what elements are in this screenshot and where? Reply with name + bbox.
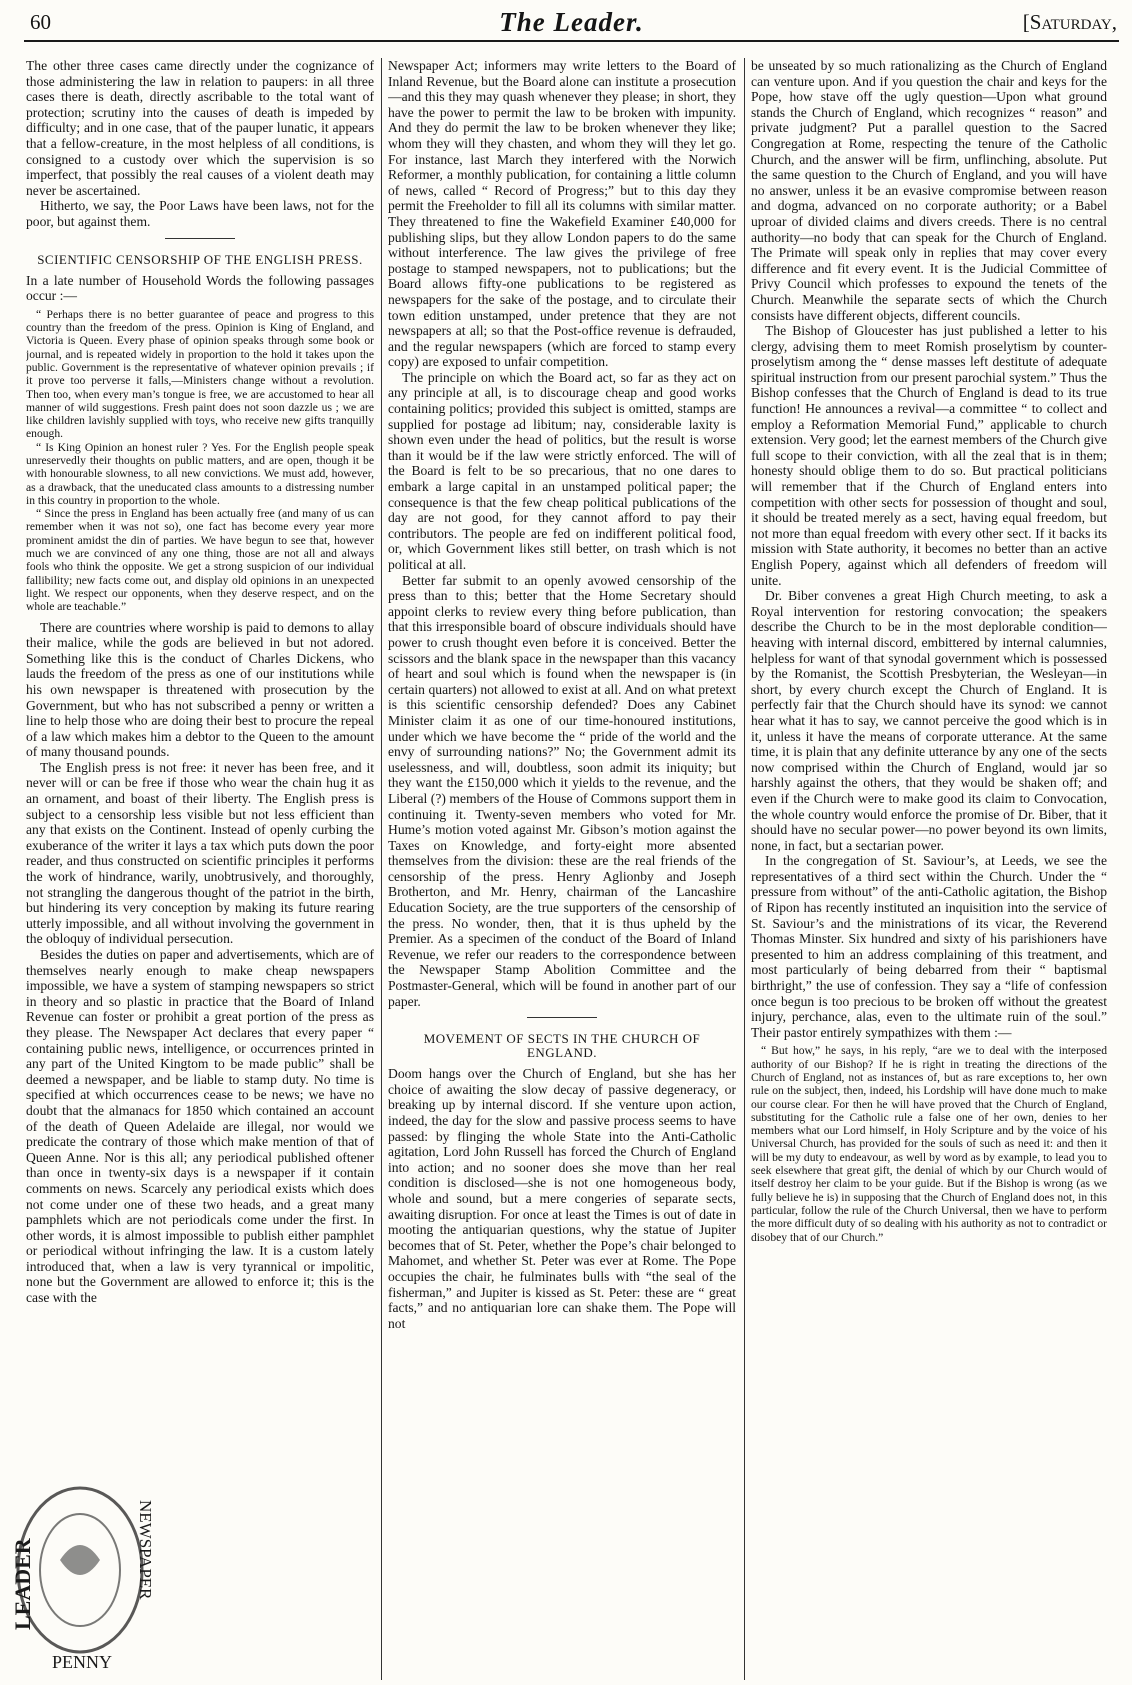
newspaper-stamp-seal — [0, 1440, 160, 1680]
masthead-title: The Leader. — [499, 7, 644, 37]
paragraph: There are countries where worship is paid to demons to allay their malice, while the gods are believed in but not adored. Something like this is the conduct of Charles Dickens, who lauds the freedom of the press as one of our institutions while his own newspaper is threatened with prosecution by the Government, but who has not subscribed a penny or written a line to help those who are doing their best to procure the repeal of a law which makes him a debtor to the Queen to the amount of many thousand pounds. — [26, 619, 374, 760]
stamp-side-text: NEWSPAPER — [136, 1500, 155, 1600]
stamp-top-text: LEADER — [10, 1538, 35, 1630]
paragraph: In the congregation of St. Saviour’s, at Leeds, we see the representatives of a third sect within the Church. Under the “ pressure from without” of the anti-Catholic agitation, the Bishop of Ripon has recently instituted an inquisition into the service of St. Saviour’s and the ministrations of its vicar, the Reverend Thomas Minster. Six hundred and sixty of his parishioners have presented to him an address complaining of this treatment, and most particularly of being debarred from their “ baptismal birthright,” the use of confession. They say a “life of confession once begun is too precious to be broken off without the greatest injury, perchance, alas, even to the ultimate ruin of the soul.” Their pastor entirely sympathizes with them :— — [751, 853, 1107, 1040]
paragraph: The Bishop of Gloucester has just published a letter to his clergy, advising them to meet Romish proselytism by counter-proselytism among the “ dense masses left destitute of adequate spiritual instruction from our present parochial system.” Thus the Bishop confesses that the Church of England is dead to its true function! He announces a revival—a committee “ to collect and employ a Reformation Memorial Fund,” applicable to church extension. Very good; let the earnest members of the Church give full scope to their conviction, with all the zeal that is in them; honesty should oblige them to do so. But practical politicians will remember that if the Church of England enters into competition with other sects for possession of thought and soul, it should be treated merely as a sect, having equal freedom, but not more than equal freedom with every other sect. If it backs its mission with State authority, it becomes no better than an active English Popery, against which all defenders of freedom will unite. — [751, 323, 1107, 588]
column-2 — [388, 58, 736, 1678]
column-rule — [381, 58, 382, 1680]
block-quote — [26, 308, 374, 614]
section-divider — [165, 238, 235, 239]
paragraph: Dr. Biber convenes a great High Church meeting, to ask a Royal intervention for restoring convocation; the speakers describe the Church to be in the most deplorable condition—heaving with internal discord, embittered by internal calumnies, helpless for want of that synodal government which is possessed by the Romanist, the Scottish Presbyterian, the Wesleyan—in short, by every church except the Church of England. It is perfectly fair that the Church should have its synod: we cannot hear what it has to say, we cannot perceive the good which is in it, unless it have the means of corporate utterance. At the same time, it is plain that any definite utterance by any one of the sects now comprised within the Church of England, would jar so harshly against the others, that they would be shaken off; and even if the Church were to make good its claim to Convocation, the whole country would enforce the promise of Dr. Biber, that it should have no secular power—no power beyond its own limits, none, in fact, but a sectarian power. — [751, 588, 1107, 853]
article-heading: MOVEMENT OF SECTS IN THE CHURCH OF ENGLAND. — [423, 1031, 701, 1061]
quote-paragraph: “ Perhaps there is no better guarantee of peace and progress to this country than the freedom of the press. Opinion is King of England, and Victoria is Queen. Every phase of opinion speaks through some book or journal, and is repeated widely in proportion to the hold it takes upon the public. Government is the representative of whatever opinion prevails ; if it prove too perverse it falls,—Ministers change without a revolution. Then too, when every man’s tongue is free, we are accustomed to hear all manner of wild suggestions. Fresh paint does not soon dazzle us ; we are like children lavishly supplied with toys, who receive new gifts tranquilly enough. — [26, 307, 374, 441]
paragraph: Hitherto, we say, the Poor Laws have been laws, not for the poor, but against them. — [26, 198, 374, 229]
stamp-bottom-text: PENNY — [52, 1652, 113, 1672]
column-rule — [744, 58, 745, 1680]
paragraph: Better far submit to an openly avowed censorship of the press than to this; better that the Home Secretary should appoint clerks to review every thing before publication, than that this irresponsible board of obscure individuals should have power to crush thought even before it is conceived. Better the scissors and the blank space in the newspaper than this vacancy of heart and soul which is found when the newspaper is (in certain quarters) not allowed to exist at all. And on what pretext is this scientific censorship defended? Does any Cabinet Minister claim it as one of our time-honoured institutions, under which we have become the “ pride of the world and the envy of surrounding nations?” No; the Government admit its uselessness, and will, doubtless, soon admit its iniquity; but they want the £150,000 which it yields to the revenue, and the Liberal (?) members of the House of Commons support them in continuing it. Twenty-seven members who voted for Mr. Hume’s motion voted against Mr. Gibson’s motion against the Taxes on Knowledge, and forty-eight more absented themselves from the division: these are the real friends of the censorship of the press. Henry Aglionby and Joseph Brotherton, and Mr. Henry, chairman of the Lancashire Education Society, are the true supporters of the censorship of the press. No wonder, then, that it is thus upheld by the Premier. As a specimen of the conduct of the Board of Inland Revenue, we refer our readers to the correspondence between the Newspaper Stamp Abolition Committee and the Postmaster-General, which will be found in another part of our paper. — [388, 572, 736, 1009]
paragraph: In a late number of Household Words the following passages occur :— — [26, 272, 374, 304]
quote-paragraph: “ Is King Opinion an honest ruler ? Yes. For the English people speak unreservedly their thoughts on public matters, and are open, though it be with honourable slowness, to all new convictions. We must add, however, as a drawback, that the uneducated class amounts to a distressing number in this country in proportion to the whole. — [26, 440, 374, 507]
paragraph: be unseated by so much rationalizing as the Church of England can venture upon. And if you question the chair and keys for the Pope, how stave off the ugly question—Upon what ground stands the Church of England, which recognizes “ reason” and private judgment? Put a parallel question to the Sacred Congregation at Rome, respecting the tenure of the Catholic Church, and the answer will be firm, unflinching, absolute. Put the same question to the Church of England, and you will have no answer, unless it be an evasive compromise between reason and dogma, advanced on no corporate authority; or a Babel uproar of divided claims and divers creeds. There is no central authority—no body that can speak for the Church of England. The Primate will speak only in replies that may cover every difference and fit every event. It is the Judicial Committee of Privy Council which professes to expound the tenets of the Church. Meanwhile the separate sects of which the Church consists have different objects, different councils. — [751, 58, 1107, 323]
column-3 — [751, 58, 1107, 1678]
block-quote — [751, 1044, 1107, 1243]
page-header — [24, 8, 1119, 42]
quote-paragraph: “ But how,” he says, in his reply, “are we to deal with the interposed authority of our Bishop? If he is right in treating the directions of the Church of England, not as instances of, but as rare exceptions to, her own rule on the subject, then, indeed, his Lordship will have done much to make our course clear. For then he will have proved that the Church of England, substituting for the Catholic rule a false one of her own, denies to her members what our Lord himself, in Holy Scripture and by the voice of his Universal Church, has provided for the souls of such as need it: and then it will be my duty to endeavour, as well by word as by example, to lead you to seek elsewhere that great gift, the denial of which by our Church would of itself destroy her claim to be your guide. But if the Bishop is wrong (as we fully believe he is) in supposing that the Church of England does not, in this particular, follow the rule of the Church Universal, then we have to perform the more difficult duty of so dealing with his authority as not to contradict or disobey that of our Church.” — [751, 1044, 1107, 1244]
column-1 — [26, 58, 374, 1678]
paragraph: The other three cases came directly under the cognizance of those administering the law in relation to paupers: in all three cases there is death, directly ascribable to the total want of protection; scrutiny into the causes of death is impeded by difficulty; and in one case, that of the pauper lunatic, it appears that a fellow-creature, in the most helpless of all conditions, is consigned to a custody over which the supervision is so imperfect, that possibly the real causes of a violent death may never be ascertained. — [26, 58, 374, 198]
paragraph: Doom hangs over the Church of England, but she has her choice of awaiting the slow decay of passive degeneracy, or breaking up by internal discord. If she venture upon action, indeed, the day for the slow and passive process seems to have passed: by flinging the whole State into the Anti-Catholic agitation, Lord John Russell has forced the Church of England into action; and no sooner does she move than her real condition is disclosed—she is not one homogeneous body, whole and sound, but a mere congeries of separate sects, awaiting disruption. For once at least the Times is out of date in mooting the antiquarian questions, why the statue of Jupiter becomes that of St. Peter, whether the Pope’s chair belonged to Mahomet, and whether St. Peter was ever at Rome. The Pope occupies the chair, he fulminates bulls with “the seal of the fisherman,” and Jupiter is kissed as St. Peter: these are “ great facts,” and no antiquarian lore can shake them. The Pope will not — [388, 1066, 736, 1331]
issue-day: [Saturday, — [1022, 10, 1117, 34]
paragraph: Besides the duties on paper and advertisements, which are of themselves nearly enough to make cheap newspapers impossible, we have a system of stamping newspapers so strict in theory and so plastic in practice that the Board of Inland Revenue can foster or prohibit a great portion of the press as they please. The Newspaper Act declares that every paper “ containing public news, intelligence, or occurrences printed in any part of the United Kingtom to be made public” shall be deemed a newspaper, and be liable to stamp duty. No time is specified at which occurrences cease to be news; we have no doubt that the almanacs for 1850 which contained an account of the death of Queen Adelaide are illegal, nor would we predicate the contrary of those which make mention of that of Queen Anne. Nor is this all; any periodical published oftener than once in twenty-six days is a newspaper if it contain comments on news. Scarcely any periodical exists which does not come under one of these two heads, and a great many pamphlets which are not periodicals come under the first. In other words, it is almost impossible to publish either pamphlet or periodical without infringing the law. It is a custom lately introduced that, when a law is very tyrannical or impolitic, none but the Government are allowed to enforce it; this is the case with the — [26, 947, 374, 1306]
page-number: 60 — [30, 10, 51, 34]
paragraph: The principle on which the Board act, so far as they act on any principle at all, is to discourage cheap and good works containing politics; provided this subject is omitted, stamps are supplied for postage ad libitum; nay, considerable laxity is shown even under the head of politics, but the result is worse than it would be if the law were strictly enforced. The will of the Board is felt to be so precarious, that no one dares to embark a large capital in an unstamped political paper; the consequence is that the few cheap political publications of the day are not good, for they cannot afford to pay their contributors. The people are fed on indifferent political food, or, which Government likes still better, on trash which is not political at all. — [388, 369, 736, 572]
section-divider — [527, 1017, 597, 1018]
paragraph: The English press is not free: it never has been free, and it never will or can be free if those who wear the chain hug it as an ornament, and boast of their liberty. The English press is subject to a censorship less visible but not less efficient than any that exists on the Continent. Instead of openly curbing the exuberance of the writer it lays a tax which puts down the poor reader, and thus constructed on scientific principles it performs the work of hindrance, warily, unobtrusively, and thoroughly, not strangling the dangerous thought of the patriot in the birth, but hindering its very conception by making its future rearing utterly impossible, and all without involving the government in the obloquy of individual persecution. — [26, 759, 374, 947]
article-heading: SCIENTIFIC CENSORSHIP OF THE ENGLISH PRESS. — [37, 251, 363, 267]
paragraph: Newspaper Act; informers may write letters to the Board of Inland Revenue, but the Board alone can institute a prosecution—and this they may quash whenever they please; in short, they have the power to permit the law to be broken with impunity. And they do permit the law to be broken whenever they like; whom they will they chasten, and whom they will they let go. For instance, last March they interfered with the Norwich Reformer, a monthly publication, for containing a little column of news, called “ Record of Progress;” but to this day they permit the Freeholder to fill all its columns with similar matter. They threatened to fine the Wakefield Examiner £40,000 for publishing slips, but they allow London papers to do the same without interference. The law gives the privilege of free postage to stamped newspapers, not to publications; but the Board allows fifty-one publications to be registered as newspapers for the sake of the postage, and to circulate their town edition unstamped, under pretence that they are not newspapers at all; so that the Post-office revenue is defrauded, and the regular newspapers (which are forced to stamp every copy) are exposed to unfair competition. — [388, 58, 736, 370]
quote-paragraph: “ Since the press in England has been actually free (and many of us can remember when it was not so), one fact has become every year more prominent amidst the din of parties. We have begun to see that, however much we are convinced of any one thing, those are not all and always fools who think the opposite. We get a strong suspicion of our individual fallibility; new facts come out, and display old opinions in an unexpected light. We respect our opponents, when they deserve respect, and on the whole are teachable.” — [26, 507, 374, 614]
